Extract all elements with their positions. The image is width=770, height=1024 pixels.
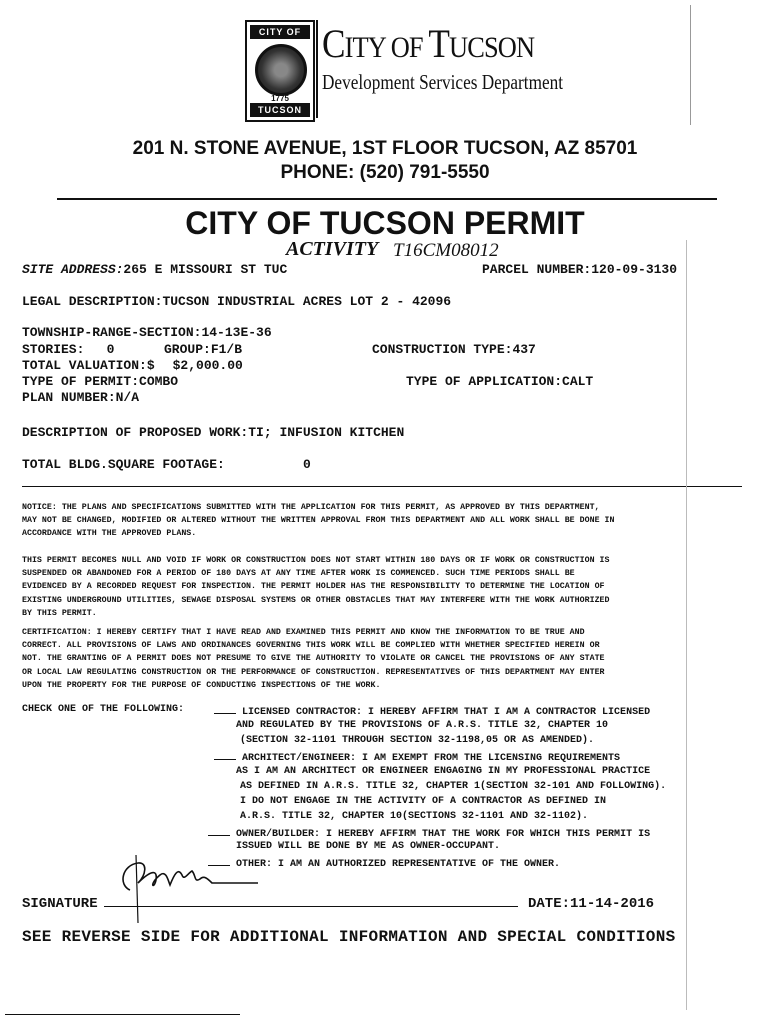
contractor-checkbox[interactable] [214,704,236,714]
stories-field: STORIES: 0 [22,342,115,357]
seal-year: 1775 [271,94,289,103]
application-type-field: TYPE OF APPLICATION:CALT [406,374,594,389]
notice-paragraph: NOTICE: THE PLANS AND SPECIFICATIONS SUBMITTED WITH THE APPLICATION FOR THIS PERMIT, AS APPROVED BY THIS DEPARTMENT, MAY NOT BE CHANGED, MODIFIED OR ALTERED WITHOUT THE WRITTEN APPROVAL FROM THIS DEPARTMENT AND ALL WORK SHALL BE DONE IN ACCORDANCE WITH THE APPROVED PLANS. [22,503,615,539]
date-field: DATE:11-14-2016 [528,896,655,912]
header-rule [57,198,717,200]
site-address-field: SITE ADDRESS:265 E MISSOURI ST TUC [22,262,288,277]
other-option[interactable]: OTHER: I AM AN AUTHORIZED REPRESENTATIVE OF THE OWNER. [208,856,560,870]
contractor-text-line-2: AND REGULATED BY THE PROVISIONS OF A.R.S. TITLE 32, CHAPTER 10 [236,720,609,731]
header-divider [316,20,318,118]
checklist-label: CHECK ONE OF THE FOLLOWING: [22,704,185,715]
architect-checkbox[interactable] [214,750,236,760]
seal-top-text: CITY OF [250,25,310,39]
township-range-section-field: TOWNSHIP-RANGE-SECTION:14-13E-36 [22,325,272,340]
permit-title: CITY OF TUCSON PERMIT [185,205,585,241]
architect-option[interactable]: ARCHITECT/ENGINEER: I AM EXEMPT FROM THE LICENSING REQUIREMENTS [214,750,620,764]
owner-builder-text-line-2: ISSUED WILL BE DONE BY ME AS OWNER-OCCUPANT. [236,841,501,852]
proposed-work-field: DESCRIPTION OF PROPOSED WORK:TI; INFUSION KITCHEN [22,425,405,440]
activity-label: ACTIVITY [286,238,379,260]
scan-edge [690,5,691,125]
parcel-number-field: PARCEL NUMBER:120-09-3130 [482,262,678,277]
architect-text-line-5: A.R.S. TITLE 32, CHAPTER 10(SECTIONS 32-1101 AND 32-1102). [240,811,589,822]
architect-text-line-3: AS DEFINED IN A.R.S. TITLE 32, CHAPTER 1(SECTION 32-101 AND FOLLOWING). [240,781,667,792]
scan-edge [686,240,687,1010]
square-footage-field: TOTAL BLDG.SQUARE FOOTAGE: 0 [22,457,311,472]
legal-description-field: LEGAL DESCRIPTION:TUCSON INDUSTRIAL ACRES LOT 2 - 42096 [22,294,452,309]
plan-number-field: PLAN NUMBER:N/A [22,390,140,405]
seal-emblem-icon [255,44,307,96]
handwritten-signature [108,845,268,925]
signature-label: SIGNATURE [22,896,98,912]
owner-builder-option[interactable]: OWNER/BUILDER: I HEREBY AFFIRM THAT THE WORK FOR WHICH THIS PERMIT IS [208,826,650,840]
office-phone: PHONE: (520) 791-5550 [280,162,490,183]
group-field: GROUP:F1/B [164,342,243,357]
permit-type-field: TYPE OF PERMIT:COMBO [22,374,179,389]
city-name: CITY OF TUCSON [322,21,535,66]
architect-text-line-2: AS I AM AN ARCHITECT OR ENGINEER ENGAGING IN MY PROFESSIONAL PRACTICE [236,766,651,777]
contractor-option[interactable]: LICENSED CONTRACTOR: I HEREBY AFFIRM THAT I AM A CONTRACTOR LICENSED [214,704,650,718]
activity-code: T16CM08012 [393,240,499,261]
owner-builder-checkbox[interactable] [208,826,230,836]
construction-type-field: CONSTRUCTION TYPE:437 [372,342,536,357]
department-name: Development Services Department [322,70,564,94]
office-address: 201 N. STONE AVENUE, 1ST FLOOR TUCSON, AZ 85701 [132,138,638,159]
reverse-side-notice: SEE REVERSE SIDE FOR ADDITIONAL INFORMATION AND SPECIAL CONDITIONS [22,928,676,946]
footer-rule [5,1014,240,1015]
architect-text-line-4: I DO NOT ENGAGE IN THE ACTIVITY OF A CONTRACTOR AS DEFINED IN [240,796,607,807]
section-rule [22,486,742,487]
city-seal [245,20,315,122]
total-valuation-field: TOTAL VALUATION:$ $2,000.00 [22,358,243,373]
contractor-text-line-3: (SECTION 32-1101 THROUGH SECTION 32-1198,05 OR AS AMENDED). [240,735,595,746]
seal-bottom-text: TUCSON [250,103,310,117]
certification-paragraph: CERTIFICATION: I HEREBY CERTIFY THAT I HAVE READ AND EXAMINED THIS PERMIT AND KNOW THE INFORMATION TO BE TRUE AND CORRECT. ALL PROVISIONS OF LAWS AND ORDINANCES GOVERNING THIS WORK WILL BE COMPLIED WITH WHETHER SPECIFIED HEREIN OR NOT. THE GRANTING OF A PERMIT DOES NOT PRESUME TO GIVE THE AUTHORITY TO VIOLATE OR CANCEL THE PROVISIONS OF ANY STATE OR LOCAL LAW REGULATING CONSTRUCTION OR THE PERFORMANCE OF CONSTRUCTION. REPRESENTATIVES OF THIS DEPARTMENT MAY ENTER UPON THE PROPERTY FOR THE PURPOSE OF CONDUCTING INSPECTIONS OF THE WORK. [22,628,605,690]
void-paragraph: THIS PERMIT BECOMES NULL AND VOID IF WORK OR CONSTRUCTION DOES NOT START WITHIN 180 DAYS OR IF WORK OR CONSTRUCTION IS SUSPENDED OR ABANDONED FOR A PERIOD OF 180 DAYS AT ANY TIME AFTER WORK IS COMMENCED. SUCH TIME PERIODS SHALL BE EVIDENCED BY A RECORDED REQUEST FOR INSPECTION. THE PERMIT HOLDER HAS THE RESPONSIBILITY TO DETERMINE THE LOCATION OF EXISTING UNDERGROUND UTILITIES, SEWAGE DISPOSAL SYSTEMS OR OTHER OBSTACLES THAT MAY INTERFERE WITH THE WORK AUTHORIZED BY THIS PERMIT. [22,556,610,618]
